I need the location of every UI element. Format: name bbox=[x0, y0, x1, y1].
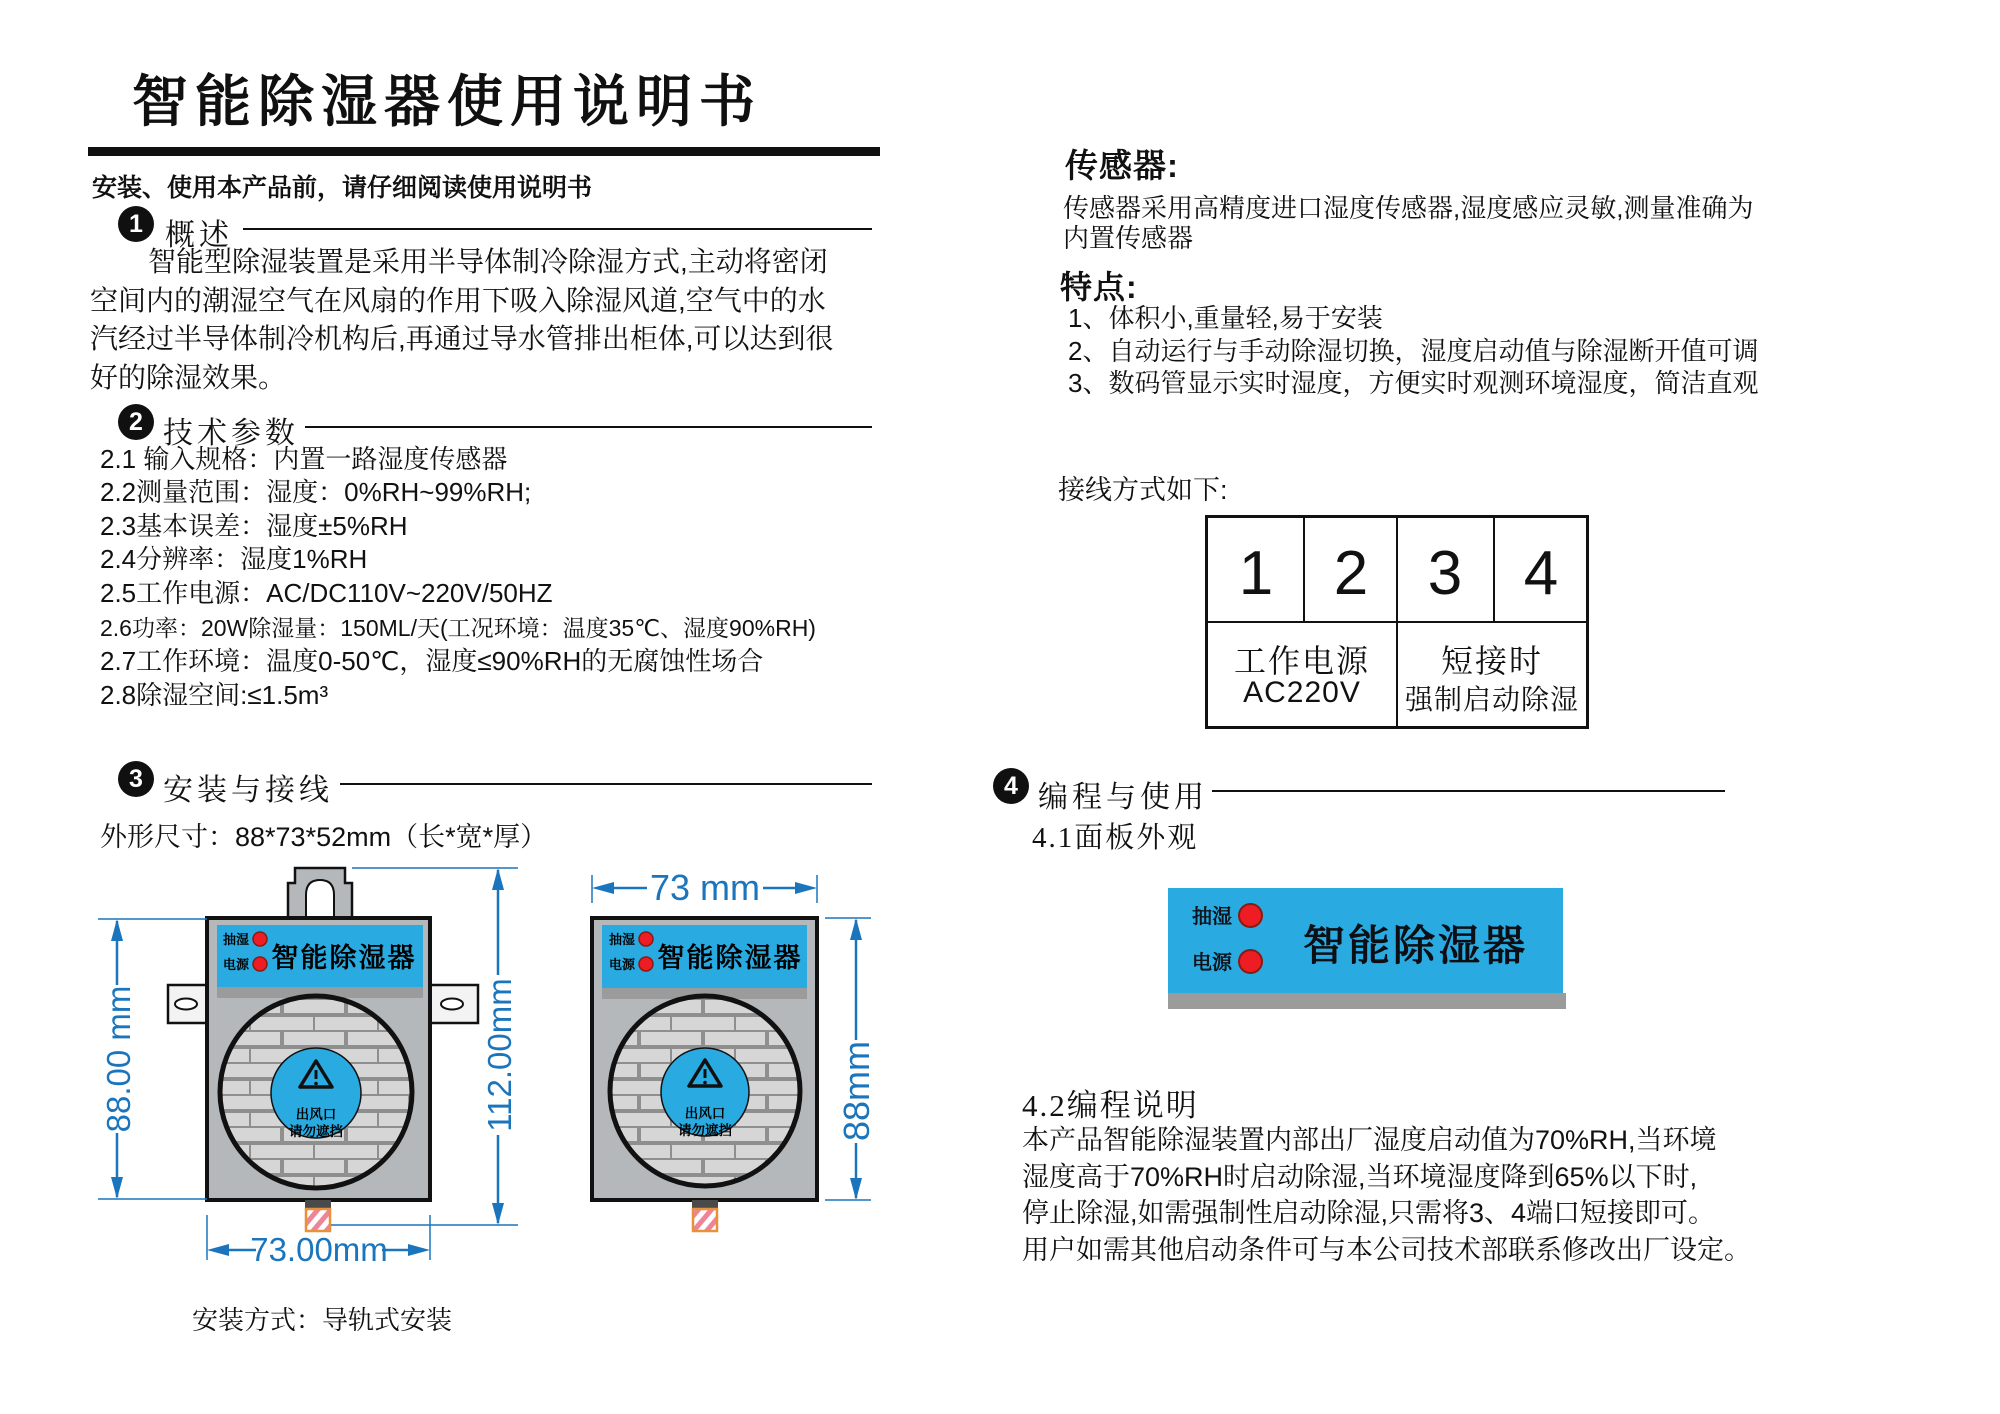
section4-rule bbox=[1212, 790, 1725, 792]
feature-item: 3、数码管显示实时湿度，方便实时观测环境湿度，简洁直观 bbox=[1068, 368, 1759, 398]
programming-paragraph bbox=[1022, 1122, 1751, 1269]
terminal-2: 2 bbox=[1333, 539, 1369, 608]
rail-hole bbox=[175, 999, 197, 1010]
overview-paragraph bbox=[90, 243, 834, 397]
power-cell-line2: AC220V bbox=[1243, 676, 1361, 709]
page-title: 智能除湿器使用说明书 bbox=[132, 70, 762, 133]
drain-cable bbox=[692, 1200, 718, 1231]
programming-line: 湿度高于70%RH时启动除湿,当环境湿度降到65%以下时, bbox=[1022, 1161, 1698, 1192]
tech-spec-item: 2.8除湿空间:≤1.5m³ bbox=[100, 679, 329, 710]
terminal-1: 1 bbox=[1238, 539, 1274, 608]
wiring-label: 接线方式如下: bbox=[1058, 475, 1228, 505]
sensor-heading: 传感器: bbox=[1065, 147, 1179, 184]
dehumid-led bbox=[639, 932, 653, 946]
overview-line: 汽经过半导体制冷机构后,再通过导水管排出柜体,可以达到很 bbox=[90, 323, 834, 354]
dehumid-led bbox=[253, 932, 267, 946]
dim-total-height-label: 112.00mm bbox=[481, 978, 518, 1132]
terminal-4: 4 bbox=[1523, 539, 1559, 608]
tech-spec-item: 2.5工作电源：AC/DC110V~220V/50HZ bbox=[100, 577, 553, 608]
dim-height-label: 88.00 mm bbox=[100, 985, 137, 1133]
outlet-label-line1: 出风口 bbox=[684, 1106, 726, 1121]
overview-line: 智能型除湿装置是采用半导体制冷除湿方式,主动将密闭 bbox=[148, 246, 828, 277]
dimension-height-88 bbox=[98, 919, 207, 1199]
tech-spec-item: 2.2测量范围：湿度：0%RH~99%RH; bbox=[100, 477, 532, 508]
device-brand-label: 智能除湿器 bbox=[1302, 922, 1528, 969]
feature-item: 2、自动运行与手动除湿切换，湿度启动值与除湿断开值可调 bbox=[1068, 335, 1759, 366]
power-cell-line1: 工作电源 bbox=[1233, 643, 1370, 679]
programming-line: 本产品智能除湿装置内部出厂湿度启动值为70%RH,当环境 bbox=[1022, 1125, 1717, 1155]
features-list bbox=[1068, 302, 1758, 400]
led-power-label: 电源 bbox=[222, 957, 249, 972]
tech-spec-list bbox=[100, 443, 816, 712]
power-led bbox=[253, 957, 267, 971]
sensor-paragraph bbox=[1063, 193, 1753, 253]
panel-strip bbox=[1168, 993, 1566, 1009]
terminal-3: 3 bbox=[1427, 539, 1463, 608]
device-brand-label: 智能除湿器 bbox=[271, 943, 417, 973]
dim-width-label: 73.00mm bbox=[250, 1231, 388, 1268]
outline-size-note: 外形尺寸：88*73*52mm（长*宽*厚） bbox=[100, 822, 548, 852]
feature-item: 1、体积小,重量轻,易于安装 bbox=[1068, 303, 1383, 333]
dimension-height2-88 bbox=[825, 918, 877, 1200]
sensor-line: 传感器采用高精度进口湿度传感器,湿度感应灵敏,测量准确为 bbox=[1063, 193, 1754, 223]
power-led bbox=[1238, 949, 1263, 974]
sensor-line: 内置传感器 bbox=[1063, 223, 1194, 253]
tech-spec-item: 2.1 输入规格：内置一路湿度传感器 bbox=[100, 444, 508, 474]
mount-type-note: 安装方式：导轨式安装 bbox=[192, 1305, 453, 1335]
led-power-label: 电源 bbox=[608, 957, 635, 972]
section3-number-badge: 3 bbox=[118, 761, 154, 797]
dehumid-led bbox=[1238, 903, 1263, 928]
device-front-view bbox=[575, 855, 915, 1275]
short-cell-line2: 强制启动除湿 bbox=[1404, 684, 1579, 715]
programming-line: 停止除湿,如需强制性启动除湿,只需将3、4端口短接即可。 bbox=[1022, 1198, 1716, 1229]
dim-width2-label: 73 mm bbox=[649, 867, 761, 908]
title-rule bbox=[88, 147, 880, 156]
section3-heading: 安装与接线 bbox=[163, 774, 333, 807]
tech-spec-item: 2.6功率：20W除湿量：150ML/天(工况环境：温度35℃、湿度90%RH) bbox=[100, 615, 816, 642]
device-brand-label: 智能除湿器 bbox=[657, 943, 803, 973]
panel-appearance bbox=[1168, 888, 1563, 993]
dimension-width2-73 bbox=[592, 867, 817, 908]
power-led bbox=[639, 957, 653, 971]
subsection-4-1: 4.1面板外观 bbox=[1032, 822, 1199, 854]
led-dehumid-label: 抽湿 bbox=[1192, 906, 1232, 928]
tech-spec-item: 2.3基本误差：湿度±5%RH bbox=[100, 510, 408, 541]
tech-spec-item: 2.7工作环境：温度0-50℃，湿度≤90%RH的无腐蚀性场合 bbox=[100, 646, 764, 677]
device-front-view-with-rail bbox=[90, 855, 530, 1275]
led-dehumid-label: 抽湿 bbox=[608, 932, 635, 947]
section1-heading: 概述 bbox=[165, 219, 233, 252]
led-dehumid-label: 抽湿 bbox=[222, 932, 249, 947]
subsection-4-2: 4.2编程说明 bbox=[1022, 1088, 1199, 1123]
features-heading: 特点: bbox=[1060, 269, 1138, 305]
programming-line: 用户如需其他启动条件可与本公司技术部联系修改出厂设定。 bbox=[1022, 1235, 1751, 1266]
outlet-label-line2: 请勿遮挡 bbox=[289, 1124, 343, 1139]
tech-spec-item: 2.4分辨率：湿度1%RH bbox=[100, 544, 368, 575]
drain-cable bbox=[305, 1200, 331, 1231]
terminal-table bbox=[1205, 515, 1589, 729]
mounting-clip bbox=[288, 868, 352, 918]
led-power-label: 电源 bbox=[1192, 952, 1232, 974]
section1-number-badge: 1 bbox=[118, 206, 154, 242]
section2-heading: 技术参数 bbox=[163, 417, 299, 450]
section2-rule bbox=[305, 426, 872, 428]
safety-notice: 安装、使用本产品前，请仔细阅读使用说明书 bbox=[92, 174, 593, 202]
outlet-label-line1: 出风口 bbox=[295, 1107, 337, 1122]
overview-line: 好的除湿效果。 bbox=[90, 361, 287, 393]
overview-line: 空间内的潮湿空气在风扇的作用下吸入除湿风道,空气中的水 bbox=[90, 284, 826, 316]
dim-height2-label: 88mm bbox=[836, 1040, 877, 1142]
short-cell-line1: 短接时 bbox=[1440, 643, 1543, 679]
section1-rule bbox=[243, 228, 872, 230]
section4-number-badge: 4 bbox=[993, 768, 1029, 804]
outlet-label-line2: 请勿遮挡 bbox=[678, 1123, 732, 1138]
section4-heading: 编程与使用 bbox=[1038, 781, 1208, 814]
section2-number-badge: 2 bbox=[118, 404, 154, 440]
table-divider bbox=[1208, 621, 1586, 623]
rail-hole bbox=[441, 999, 463, 1010]
section3-rule bbox=[340, 783, 872, 785]
